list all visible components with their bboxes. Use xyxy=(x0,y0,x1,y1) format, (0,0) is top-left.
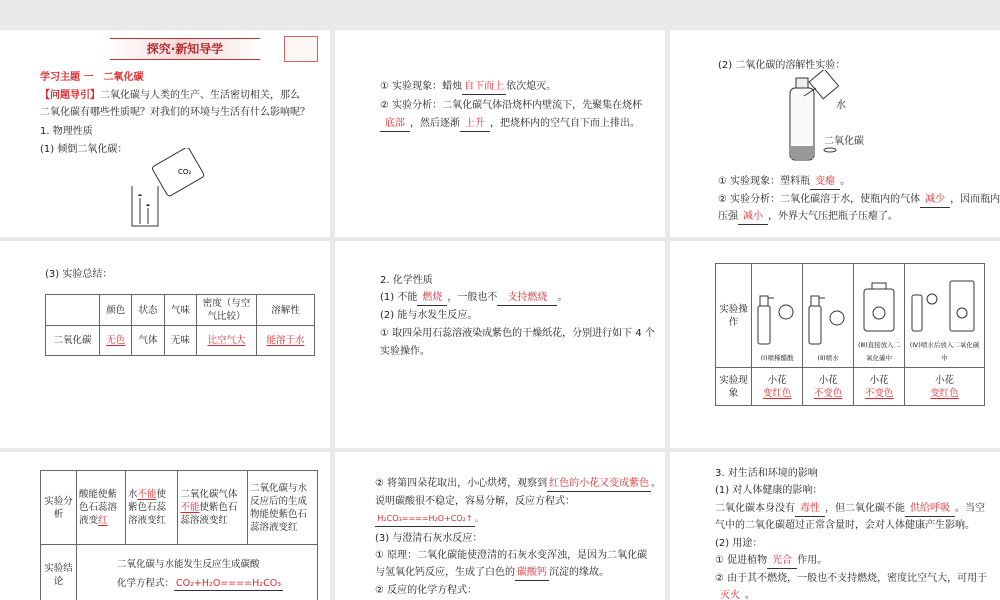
summary-table: 颜色 状态 气味 密度（与空气比较） 溶解性 二氧化碳 无色 气体 无味 比空气大 能溶于水 xyxy=(45,294,315,356)
banner-title: 探究·新知导学 xyxy=(110,38,260,60)
solubility-analysis: ② 实验分析：二氧化碳溶于水，使瓶内的气体 xyxy=(718,194,921,205)
summary-title: (3) 实验总结： xyxy=(45,269,113,280)
slide-solubility: (2) 二氧化碳的溶解性实验： 水 二氧化碳 ① 实验现象：塑料瓶 变瘪 。 ② 实验分析：二氧化碳溶于水，使瓶内的气体 减少 ，因而瓶内 压强 减小 ，外界大气压把瓶子压瘪了。 xyxy=(670,30,1000,237)
result-1: 变红色 xyxy=(762,387,792,399)
procedure-line-2: 实验操作。 xyxy=(380,346,430,357)
answer-burn: 燃烧 xyxy=(417,290,447,306)
guide-text-1: 二氧化碳与人类的生产、生活密切相关，那么 xyxy=(100,90,300,101)
answer-flower-purple: 红色的小花又变成紫色 xyxy=(547,476,651,492)
analysis-tail: ，把烧杯内的空气自下而上排出。 xyxy=(490,118,640,129)
answer-bottom: 底部 xyxy=(380,116,410,132)
section-physical: 1. 物理性质 xyxy=(40,126,93,137)
solubility-phenomenon: ① 实验现象：塑料瓶 xyxy=(718,176,811,187)
slide-analysis-conclusion xyxy=(0,452,330,600)
co2-label: CO₂ xyxy=(178,168,192,176)
pour-co2-illustration xyxy=(120,148,220,228)
procedure-line-1: ① 取四朵用石蕊溶液染成紫色的干燥纸花，分别进行如下 4 个 xyxy=(380,328,655,339)
answer-rise: 上升 xyxy=(460,116,490,132)
slide-chemical-properties: 2. 化学性质 (1) 不能 燃烧 ，一般也不 支持燃烧 。 (2) 能与水发生反应。 ① 取四朵用石蕊溶液染成紫色的干燥纸花，分别进行如下 4 个 实验操作。 xyxy=(335,241,665,448)
answer-toxic: 毒性 xyxy=(795,501,825,517)
slide-flower-experiments xyxy=(670,241,1000,448)
phenomenon-label: ① 实验现象：蜡烛 xyxy=(380,81,463,92)
result-2: 不变色 xyxy=(813,387,843,399)
flower-table: 实验操作 (Ⅰ)喷稀醋酸 (Ⅱ)喷水 (Ⅲ)直接放入二氧化碳中 (Ⅳ)喷水后放入二氧化碳中 实验现象 小花 变红色 小花 不变色 小花 不变色 小花 变红色 xyxy=(715,263,985,406)
answer-density: 比空气大 xyxy=(207,335,246,346)
answer-color: 无色 xyxy=(106,335,126,346)
guide-text-2: 二氧化碳有哪些性质呢？对我们的环境与生活有什么影响呢？ xyxy=(40,107,310,118)
co2-jar-icon xyxy=(856,275,902,335)
analysis-table: 实验分析 酸能使紫色石蕊溶液变红 水不能使紫色石蕊溶液变红 二氧化碳气体不能使紫色石蕊溶液变红 二氧化碳与水反应后的生成物能使紫色石蕊溶液变红 实验结论 二氧化碳与水能发生反应生成碳酸 化学方程式： CO₂+H₂O====H₂CO₃ xyxy=(40,470,318,600)
result-4: 变红色 xyxy=(930,387,959,399)
answer-bottom-up: 自下而上 xyxy=(462,79,506,95)
equation-decompose: H₂CO₃====H₂O+CO₂↑ xyxy=(375,511,475,527)
slide-life-environment: 3. 对生活和环境的影响 (1) 对人体健康的影响： 二氧化碳本身没有 毒性 ，但二氧化碳不能 供给呼吸 。当空 气中的二氧化碳超过正常含量时，会对人体健康产生影响。 (2) 用途： ① 促进植物 光合 作用。 ② 由于其不燃烧，一般也不支持燃烧，密度比空气大，可用于 灭火 。 xyxy=(670,452,1000,600)
row-label: 二氧化碳 xyxy=(46,326,100,356)
slide-pour-analysis xyxy=(335,30,665,237)
react-with-water: (2) 能与水发生反应。 xyxy=(380,310,478,321)
slide-heating-limewater: ② 将第四朵花取出，小心烘烤，观察到 红色的小花又变成紫色 。 说明碳酸很不稳定，容易分解，反应方程式： H₂CO₃====H₂O+CO₂↑ 。 (3) 与澄清石灰水反应： ① 原理：二氧化碳能使澄清的石灰水变浑浊，是因为二氧化碳 与氢氧化钙反应，生成了白色的 碳酸钙 沉淀的缘故。 ② 反应的化学方程式： xyxy=(335,452,665,600)
solubility-title: (2) 二氧化碳的溶解性实验： xyxy=(718,60,846,71)
label-water: 水 xyxy=(836,100,846,111)
answer-calcium-carbonate: 碳酸钙 xyxy=(515,565,549,581)
spray-then-co2-icon xyxy=(908,275,982,335)
answer-photosynthesis: 光合 xyxy=(767,553,797,569)
bottle-illustration xyxy=(782,70,862,170)
note-box xyxy=(284,36,318,62)
answer-support-burn: 支持燃烧 xyxy=(497,290,557,306)
spray-vinegar-icon xyxy=(754,288,800,348)
topic-heading: 学习主题 一 二氧化碳 xyxy=(40,72,144,83)
section-chemical: 2. 化学性质 xyxy=(380,275,433,286)
answer-shrink: 变瘪 xyxy=(810,174,840,190)
conclusion-text: 二氧化碳与水能发生反应生成碳酸 xyxy=(117,559,260,570)
slide-physical-properties xyxy=(0,30,330,237)
answer-decrease-pressure: 减小 xyxy=(738,209,768,225)
analysis-mid: ，然后逐渐 xyxy=(410,118,460,129)
answer-fire: 灭火 xyxy=(715,588,745,600)
result-3: 不变色 xyxy=(864,387,894,399)
answer-breathing: 供给呼吸 xyxy=(905,501,955,517)
equation-carbonic: CO₂+H₂O====H₂CO₃ xyxy=(176,578,282,589)
slide-experiment-summary xyxy=(0,241,330,448)
label-co2: 二氧化碳 xyxy=(824,136,864,147)
spray-water-icon xyxy=(805,288,851,348)
answer-decrease-gas: 减少 xyxy=(920,192,950,208)
section-pour-co2: (1) 倾倒二氧化碳： xyxy=(40,144,128,155)
phenomenon-tail: 依次熄灭。 xyxy=(506,81,557,92)
analysis-line: ② 实验分析：二氧化碳气体沿烧杯内壁流下，先聚集在烧杯 xyxy=(380,100,643,111)
answer-solubility: 能溶于水 xyxy=(266,335,305,346)
guide-tag: 【问题导引】 xyxy=(40,90,100,101)
